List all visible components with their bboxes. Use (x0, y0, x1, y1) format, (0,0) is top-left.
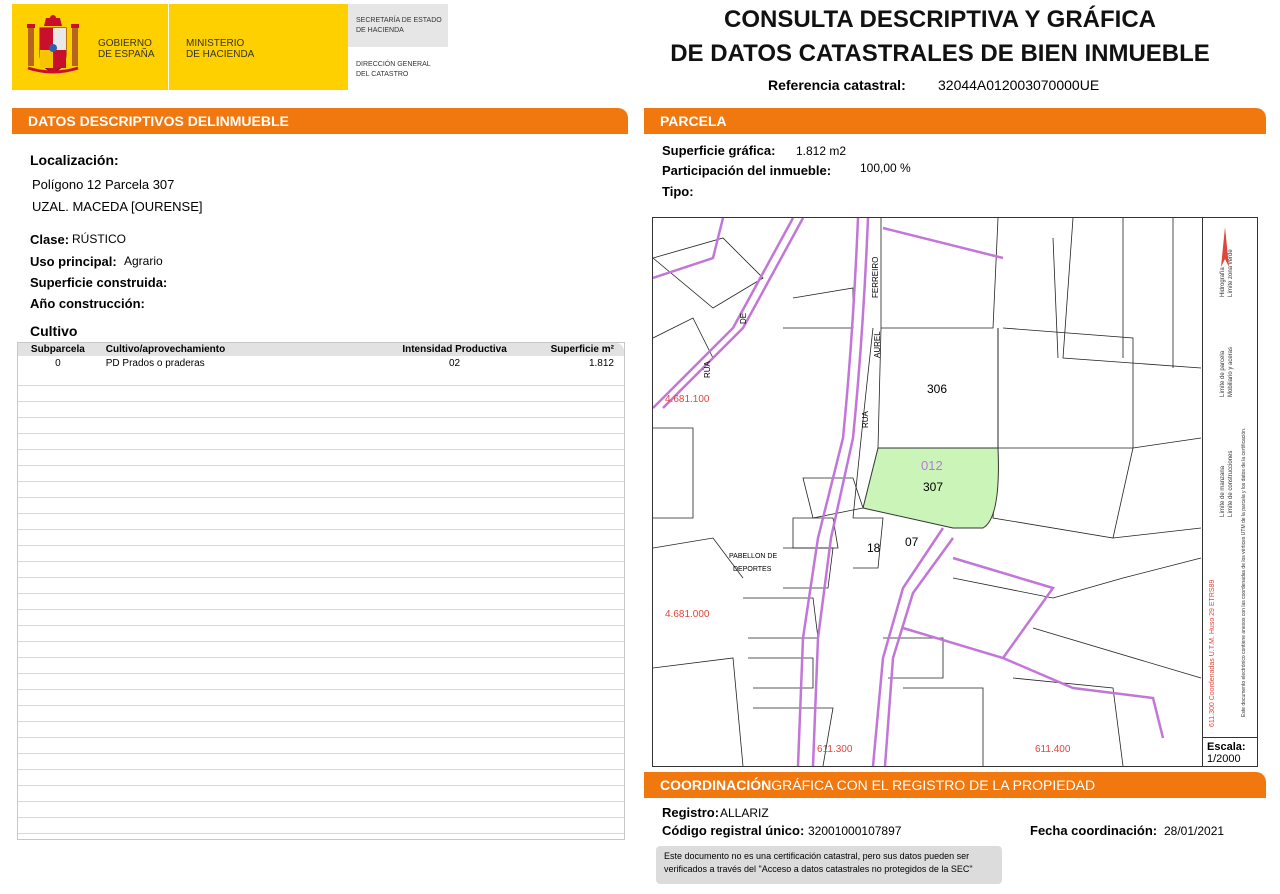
cell-subparcela: 0 (55, 357, 61, 369)
table-rule-line (18, 561, 624, 562)
cultivo-label: Cultivo (30, 323, 78, 339)
legend-construcciones: Límite de construcciones (1228, 450, 1234, 517)
band-divider (168, 4, 169, 90)
coat-of-arms-icon (24, 14, 82, 80)
table-row (18, 356, 624, 370)
header-superficie: Superficie m² (550, 344, 614, 355)
parcela-bar-label: PARCELA (660, 113, 727, 129)
table-rule-line (18, 401, 624, 402)
table-rule-line (18, 833, 624, 834)
page-title-line1: CONSULTA DESCRIPTIVA Y GRÁFICA (723, 6, 1157, 33)
table-rule-line (18, 385, 624, 386)
gobierno-label: GOBIERNO DE ESPAÑA (98, 38, 155, 60)
fecha-coordinacion-value: 28/01/2021 (1164, 824, 1225, 838)
legend-hidrografia: Hidrografía (1220, 267, 1226, 297)
escala-label: Escala: (1207, 741, 1246, 753)
street-de: DE (739, 312, 748, 324)
localizacion-line2: UZAL. MACEDA [OURENSE] (32, 199, 203, 214)
pabellon-label-2: DEPORTES (733, 566, 772, 573)
participacion-value: 100,00 % (860, 161, 911, 175)
table-rule-line (18, 577, 624, 578)
notice-box (656, 846, 1002, 884)
tipo-label: Tipo: (662, 184, 694, 199)
street-aurel: AUREL (873, 331, 882, 358)
cadastral-map (652, 217, 1258, 767)
escala-box (1202, 737, 1258, 767)
poligono-number: 012 (921, 458, 943, 473)
parcel-number: 307 (923, 480, 944, 494)
table-rule-line (18, 673, 624, 674)
legend-zona-verde: Límite zona verde (1228, 249, 1234, 297)
label-306: 306 (927, 382, 948, 396)
uso-value: Agrario (124, 254, 163, 268)
header-intensidad: Intensidad Productiva (402, 344, 507, 355)
uso-label: Uso principal: (30, 254, 117, 269)
anio-construccion-label: Año construcción: (30, 296, 145, 311)
table-rules (18, 385, 624, 840)
ref-value: 32044A012003070000UE (938, 77, 1100, 93)
label-07: 07 (905, 535, 919, 549)
coord-y1: 4.681.100 (665, 394, 710, 405)
table-rule-line (18, 513, 624, 514)
table-rule-line (18, 641, 624, 642)
table-rule-line (18, 433, 624, 434)
table-rule-line (18, 705, 624, 706)
table-rule-line (18, 721, 624, 722)
cell-intensidad: 02 (448, 357, 461, 369)
table-rule-line (18, 625, 624, 626)
localizacion-line1: Polígono 12 Parcela 307 (32, 177, 175, 192)
registro-value: ALLARIZ (720, 806, 769, 820)
cultivo-table (17, 342, 625, 840)
coord-x2: 611.400 (1035, 744, 1071, 755)
fecha-coordinacion-label: Fecha coordinación: (1030, 823, 1158, 838)
street-rua-2: RÚA (703, 361, 712, 378)
coordinacion-bar-bold: COORDINACIÓN (660, 777, 772, 793)
datos-bar-prefix: DATOS DESCRIPTIVOS DEL (28, 113, 216, 129)
street-ferreiro: FERREIRO (871, 256, 880, 298)
coordinacion-bar-rest: GRÁFICA CON EL REGISTRO DE LA PROPIEDAD (771, 777, 1096, 793)
ref-label: Referencia catastral: (768, 77, 906, 93)
superficie-grafica-label: Superficie gráfica: (662, 143, 776, 158)
table-rule-line (18, 737, 624, 738)
map-legend (1202, 217, 1258, 737)
table-rule-line (18, 497, 624, 498)
notice-line1: Este documento no es una certificación catastral, pero sus datos pueden ser (664, 851, 970, 861)
superficie-grafica-value: 1.812 m2 (796, 144, 847, 158)
table-rule-line (18, 769, 624, 770)
parcela-bar (644, 108, 1266, 134)
table-rule-line (18, 545, 624, 546)
table-rule-line (18, 801, 624, 802)
secretaria-label: SECRETARÍA DE ESTADO DE HACIENDA (356, 17, 442, 34)
pabellon-label-1: PABELLON DE (729, 553, 778, 560)
codigo-registral-value: 32001000107897 (808, 824, 902, 838)
table-rule-line (18, 689, 624, 690)
table-rule-line (18, 529, 624, 530)
localizacion-label: Localización: (30, 152, 119, 168)
legend-mobiliario: Mobiliario y aceras (1228, 346, 1234, 397)
clase-label: Clase: (30, 232, 70, 247)
table-rule-line (18, 817, 624, 818)
table-rule-line (18, 417, 624, 418)
table-rule-line (18, 657, 624, 658)
superficie-construida-label: Superficie construida: (30, 275, 168, 290)
cell-cultivo: PD Prados o praderas (105, 357, 205, 369)
coord-x1: 611.300 (817, 744, 853, 755)
datos-descriptivos-bar (12, 108, 628, 134)
header-cultivo: Cultivo/aprovechamiento (105, 344, 226, 355)
cell-superficie: 1.812 (588, 357, 614, 369)
table-rule-line (18, 481, 624, 482)
header-subparcela: Subparcela (30, 344, 85, 355)
ministerio-label: MINISTERIO DE HACIENDA (186, 38, 255, 60)
coordinacion-bar (644, 772, 1266, 798)
legend-note: Este documento electrónico contiene anexos con las coordenadas de los vértices UTM de la parcela y los datos de la certificación. (1241, 427, 1247, 717)
legend-coords: 611.300 Coordenadas U.T.M. Huso 29 ETRS89 (1209, 579, 1216, 727)
direccion-label: DIRECCIÓN GENERAL DEL CATASTRO (356, 61, 431, 78)
table-rule-line (18, 465, 624, 466)
page-title-line2: DE DATOS CATASTRALES DE BIEN INMUEBLE (670, 40, 1210, 67)
escala-value: 1/2000 (1207, 753, 1241, 765)
table-rule-line (18, 609, 624, 610)
table-rule-line (18, 753, 624, 754)
table-header (18, 343, 624, 356)
legend-parcela: Límite de parcela (1220, 350, 1226, 397)
codigo-registral-label: Código registral único: (662, 823, 805, 838)
legend-manzana: Límite de manzana (1220, 465, 1226, 517)
table-rule-line (18, 449, 624, 450)
label-18: 18 (867, 541, 881, 555)
coord-y2: 4.681.000 (665, 609, 710, 620)
participacion-label: Participación del inmueble: (662, 163, 832, 178)
datos-bar-bold: INMUEBLE (215, 113, 289, 129)
table-rule-line (18, 593, 624, 594)
street-rua: RUA (861, 411, 870, 428)
notice-line2: verificados a través del "Acceso a datos catastrales no protegidos de la SEC" (664, 864, 973, 874)
registro-label: Registro: (662, 805, 720, 820)
clase-value: RÚSTICO (72, 232, 126, 246)
table-rule-line (18, 785, 624, 786)
